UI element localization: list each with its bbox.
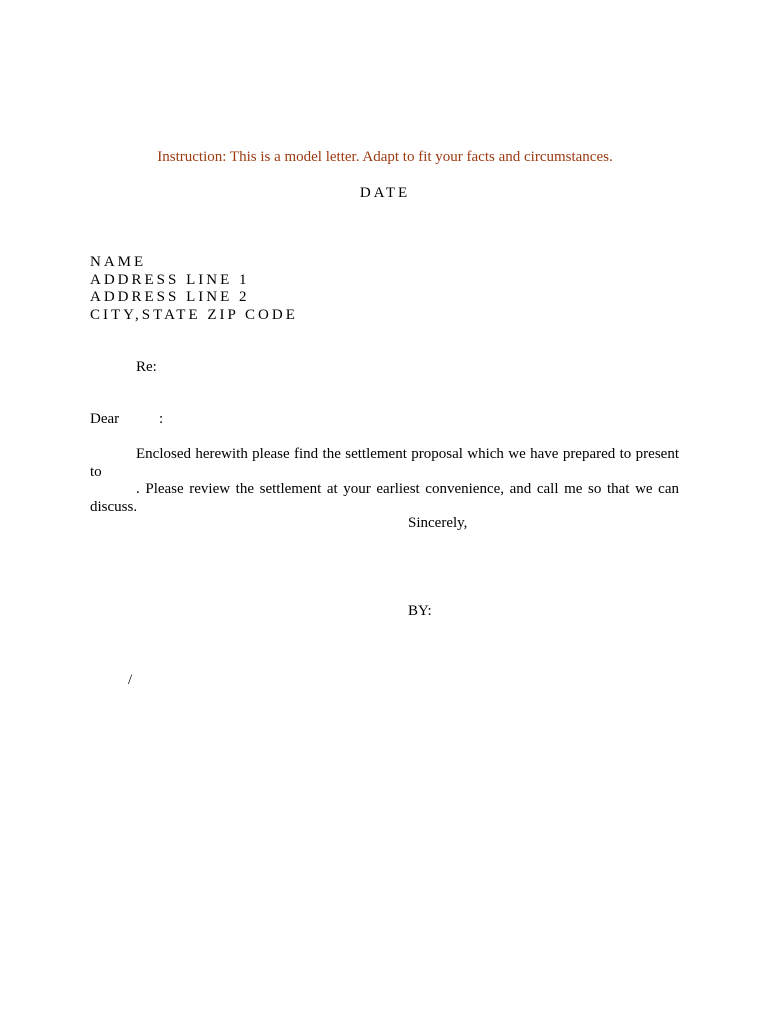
recipient-address-block — [90, 254, 298, 324]
body-line-1 — [90, 446, 679, 481]
address-city-state-zip: CITY,STATE ZIP CODE — [90, 306, 298, 323]
body-line-1-text: Enclosed herewith please find the settlement proposal which we have prepared to present to — [90, 446, 679, 480]
initials-slash: / — [128, 672, 133, 688]
signature-by-label: BY: — [408, 603, 432, 619]
recipient-name: NAME — [90, 254, 147, 270]
address-line-2: ADDRESS LINE 2 — [90, 289, 250, 305]
body-line-2-text: . Please review the settlement at your earliest convenience, and call me so that we can — [136, 481, 679, 497]
salutation: Dear — [90, 411, 120, 427]
address-line-1: ADDRESS LINE 1 — [90, 271, 250, 288]
re-label: Re: — [136, 359, 157, 375]
body-line-3: discuss. — [90, 498, 138, 515]
salutation-colon: : — [159, 411, 164, 427]
body-paragraph — [90, 446, 679, 516]
closing: Sincerely, — [408, 515, 468, 531]
body-line-2 — [90, 481, 679, 499]
letter-date: DATE — [359, 185, 411, 201]
instruction-note: Instruction: This is a model letter. Adapt to fit your facts and circumstances. — [157, 149, 613, 165]
